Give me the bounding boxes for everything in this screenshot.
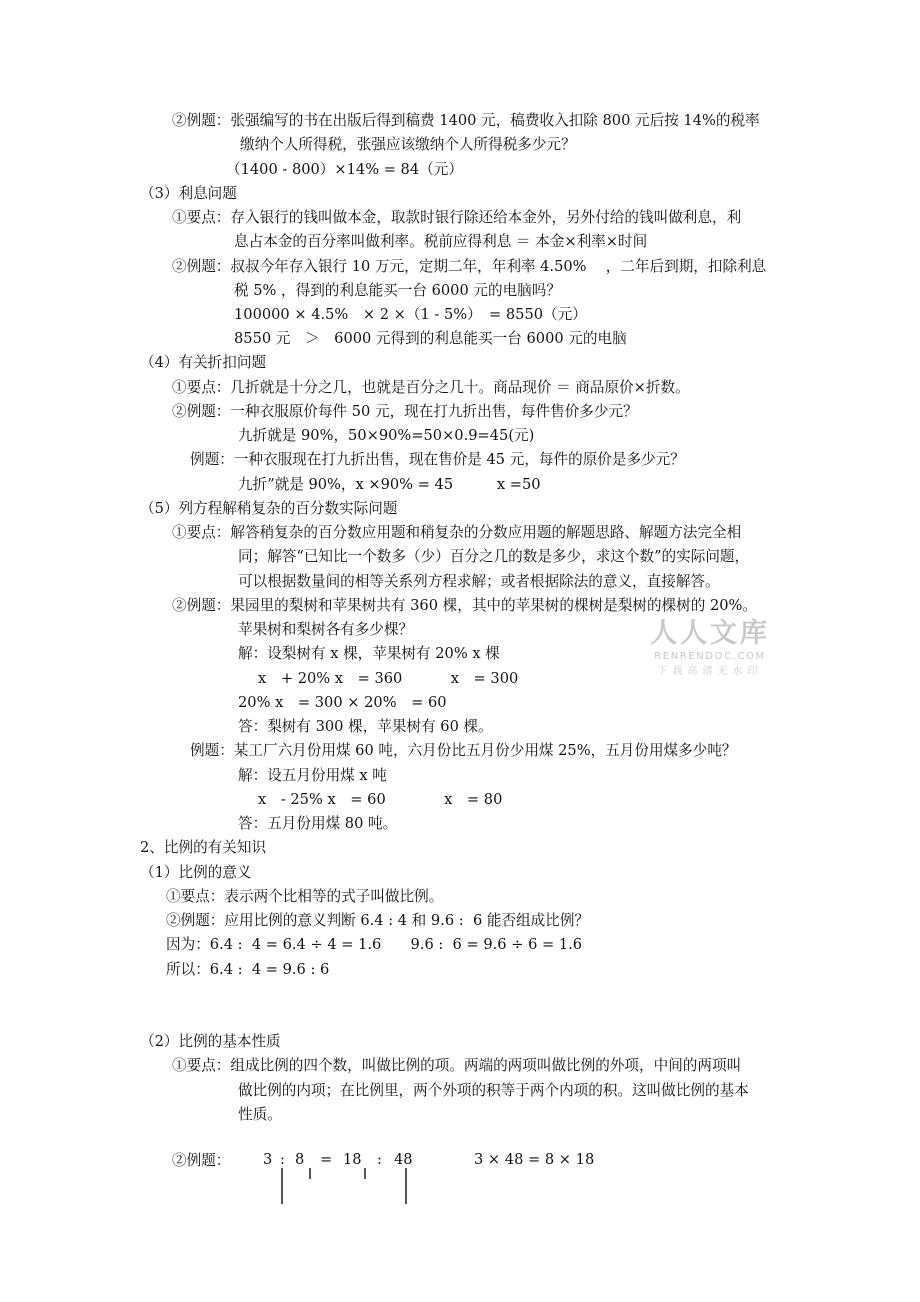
text-line: 缴纳个人所得税，张强应该缴纳个人所得税多少元？ xyxy=(240,136,576,153)
colon-2: : xyxy=(377,1151,382,1168)
text-line: 九折就是 90%，50×90%=50×0.9=45(元) xyxy=(238,427,535,444)
term-3: 3 xyxy=(263,1151,273,1168)
text-line: （1400 - 800）×14% = 84（元） xyxy=(226,161,463,178)
text-line: 答：五月份用煤 80 吨。 xyxy=(238,815,398,832)
text-line: ②例题：张强编写的书在出版后得到稿费 1400 元，稿费收入扣除 800 元后按 14%的税率 xyxy=(172,112,760,129)
term-48: 48 xyxy=(394,1151,413,1168)
text-line: 税 5% ，得到的利息能买一台 6000 元的电脑吗？ xyxy=(234,282,561,299)
text-line: ②例题：果园里的梨树和苹果树共有 360 棵，其中的苹果树的棵树是梨树的棵树的 20%。 xyxy=(172,597,757,614)
text-line: 解：设五月份用煤 x 吨 xyxy=(238,767,387,784)
watermark xyxy=(640,618,780,680)
equals-sign: = xyxy=(320,1151,333,1168)
text-line: 九折”就是 90%，x ×90% = 45 x =50 xyxy=(238,476,541,493)
text-line: 因为：6.4 : 4 = 6.4 ÷ 4 = 1.6 9.6 : 6 = 9.6 ÷ 6 = 1.6 xyxy=(166,936,583,953)
text-line: 解：设梨树有 x 棵，苹果树有 20% x 棵 xyxy=(238,645,500,662)
section-heading: （4）有关折扣问题 xyxy=(140,354,267,371)
text-line: ②例题：一种衣服原价每件 50 元，现在打九折出售，每件售价多少元？ xyxy=(172,403,638,420)
section-heading: （3）利息问题 xyxy=(140,185,237,202)
text-line: x - 25% x = 60 x = 80 xyxy=(258,791,503,808)
text-line: ①要点：几折就是十分之几，也就是百分之几十。商品现价 ＝ 商品原价×折数。 xyxy=(172,379,690,396)
section-heading: （5）列方程解稍复杂的百分数实际问题 xyxy=(140,500,398,517)
text-line: ①要点：表示两个比相等的式子叫做比例。 xyxy=(166,888,444,905)
text-line: 20% x = 300 × 20% = 60 xyxy=(238,694,447,711)
product-equation: 3 × 48 = 8 × 18 xyxy=(474,1151,595,1168)
term-18: 18 xyxy=(343,1151,362,1168)
proportion-diagram xyxy=(0,1140,920,1210)
text-line: 息占本金的百分率叫做利率。税前应得利息 ＝ 本金×利率×时间 xyxy=(234,233,648,250)
text-line: 100000 × 4.5% × 2 ×（1 - 5%） = 8550（元） xyxy=(234,306,587,323)
text-line: 答：梨树有 300 棵，苹果树有 60 棵。 xyxy=(238,718,493,735)
text-line: ②例题：叔叔今年存入银行 10 万元，定期二年，年利率 4.50% ，二年后到期，扣除利息 xyxy=(172,258,767,275)
text-line: 同；解答“已知比一个数多（少）百分之几的数是多少，求这个数”的实际问题， xyxy=(238,548,750,565)
text-line: 做比例的内项；在比例里，两个外项的积等于两个内项的积。这叫做比例的基本 xyxy=(238,1082,749,1099)
colon-1: : xyxy=(280,1151,285,1168)
text-line: ①要点：组成比例的四个数，叫做比例的项。两端的两项叫做比例的外项，中间的两项叫 xyxy=(172,1057,742,1074)
example-label: ②例题： xyxy=(172,1152,231,1169)
text-line: x + 20% x = 360 x = 300 xyxy=(258,670,519,687)
text-line: ①要点：存入银行的钱叫做本金，取款时银行除还给本金外，另外付给的钱叫做利息，利 xyxy=(172,209,742,226)
text-line: ①要点：解答稍复杂的百分数应用题和稍复杂的分数应用题的解题思路、解题方法完全相 xyxy=(172,524,742,541)
term-8: 8 xyxy=(295,1151,305,1168)
section-heading: （1）比例的意义 xyxy=(140,864,252,881)
watermark-title: 人人文库 xyxy=(650,618,770,649)
watermark-domain: RENRENDOC.COM xyxy=(654,651,766,662)
text-line: ②例题：应用比例的意义判断 6.4 : 4 和 9.6 : 6 能否组成比例？ xyxy=(166,912,590,929)
text-line: 例题：一种衣服现在打九折出售，现在售价是 45 元，每件的原价是多少元？ xyxy=(190,451,685,468)
text-line: 苹果树和梨树各有多少棵？ xyxy=(238,621,414,638)
section-heading: （2）比例的基本性质 xyxy=(140,1033,281,1050)
section-heading: 2、比例的有关知识 xyxy=(140,839,267,856)
text-line: 8550 元 ＞ 6000 元得到的利息能买一台 6000 元的电脑 xyxy=(234,330,627,347)
text-line: 例题：某工厂六月份用煤 60 吨，六月份比五月份少用煤 25%，五月份用煤多少吨？ xyxy=(190,742,737,759)
text-line: 可以根据数量间的相等关系列方程求解；或者根据除法的意义，直接解答。 xyxy=(238,573,720,590)
text-line: 性质。 xyxy=(238,1106,282,1123)
text-line: 所以：6.4 : 4 = 9.6 : 6 xyxy=(166,961,330,978)
watermark-tagline: 下载高清无水印 xyxy=(657,666,763,677)
